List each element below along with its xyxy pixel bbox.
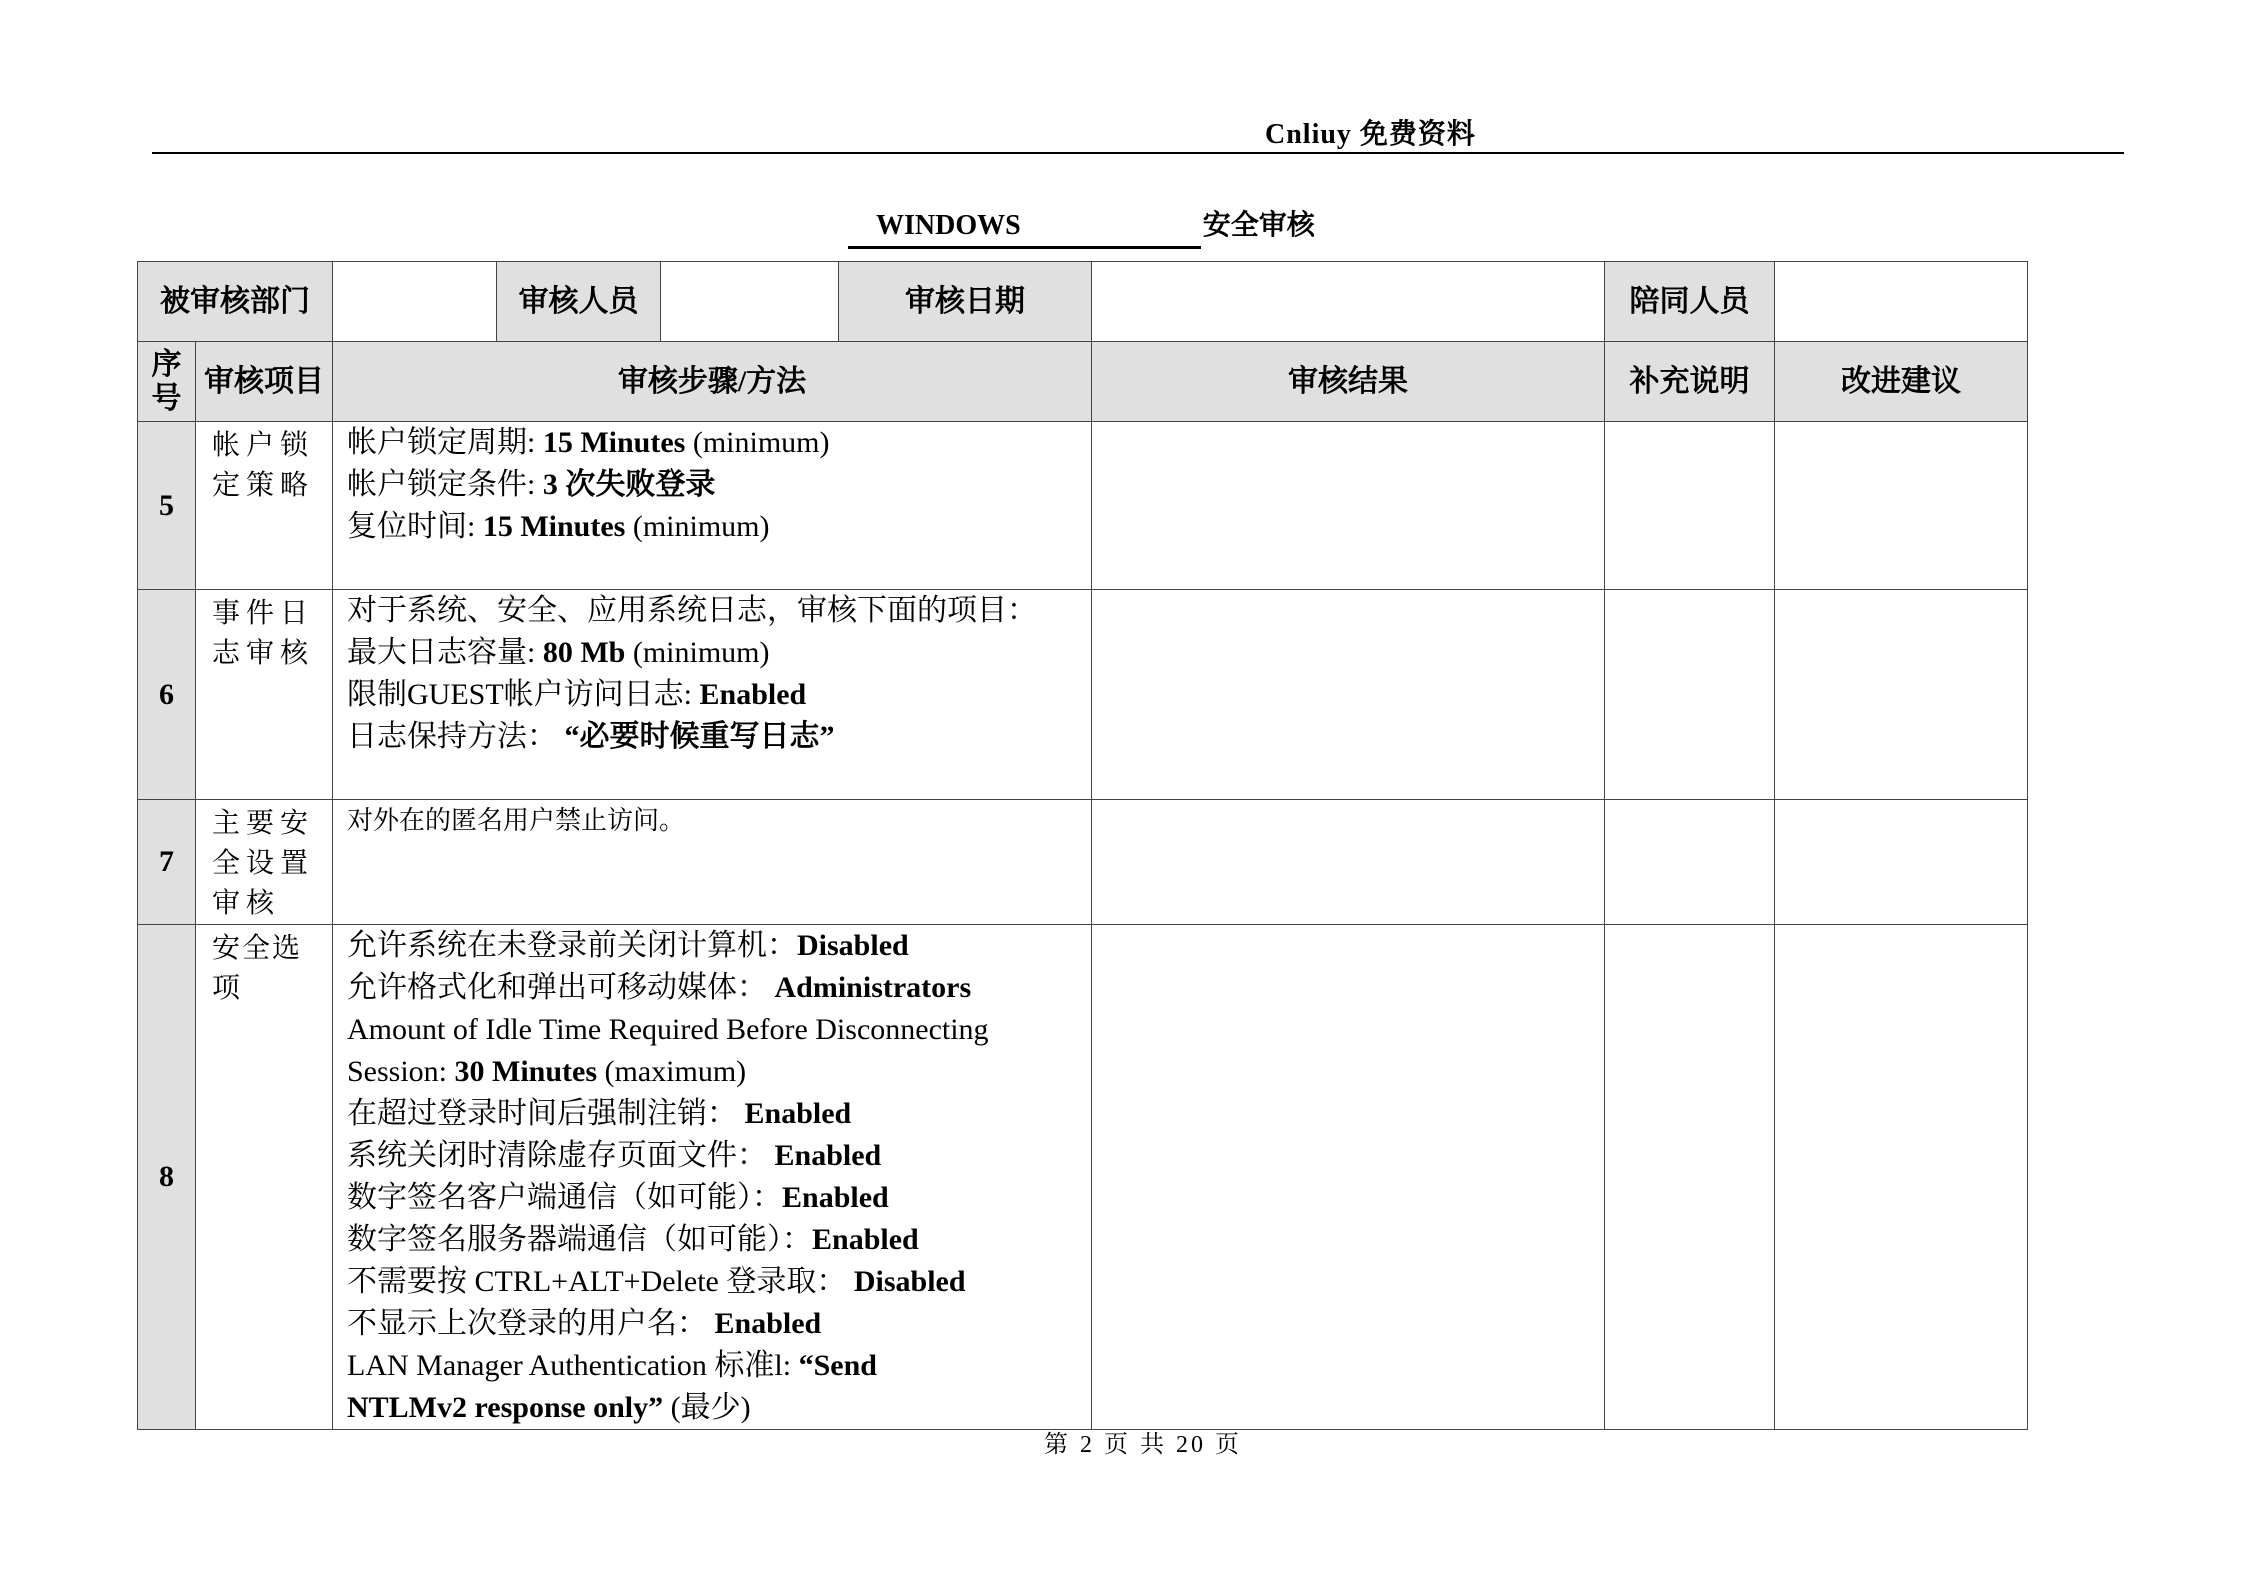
- step-line: 限制GUEST帐户访问日志: Enabled: [347, 678, 807, 711]
- col-note: 补充说明: [1605, 342, 1775, 422]
- info-row: [138, 262, 2028, 342]
- row-number: 8: [138, 925, 196, 1430]
- step-line: 对于系统、安全、应用系统日志，审核下面的项目：: [347, 594, 1037, 627]
- step-line: LAN Manager Authentication 标准l: “Send: [347, 1349, 877, 1382]
- step-line: Session: 30 Minutes (maximum): [347, 1055, 747, 1088]
- auditor-value[interactable]: [661, 262, 839, 342]
- col-item: 审核项目: [196, 342, 333, 422]
- step-line: 允许系统在未登录前关闭计算机：Disabled: [347, 929, 909, 962]
- step-line: 数字签名客户端通信（如可能）：Enabled: [347, 1181, 889, 1214]
- step-line: 复位时间: 15 Minutes (minimum): [347, 510, 770, 543]
- col-seq: 序号: [138, 342, 196, 422]
- header-brand: Cnliuy 免费资料: [1265, 119, 1476, 150]
- step-line: 允许格式化和弹出可移动媒体： Administrators: [347, 971, 972, 1004]
- result-cell[interactable]: [1092, 590, 1605, 800]
- audit-item: 帐户锁定策略: [196, 422, 333, 590]
- audit-item: 主要安全设置审核: [196, 800, 333, 925]
- col-steps: 审核步骤/方法: [333, 342, 1092, 422]
- audit-steps: [333, 925, 1092, 1430]
- advice-cell[interactable]: [1775, 925, 2028, 1430]
- table-row: [138, 422, 2028, 590]
- note-cell[interactable]: [1605, 925, 1775, 1430]
- audit-item: 安全选项: [196, 925, 333, 1430]
- title-underlined: WINDOWS: [848, 210, 1201, 249]
- col-advice: 改进建议: [1775, 342, 2028, 422]
- advice-cell[interactable]: [1775, 800, 2028, 925]
- step-line: 最大日志容量: 80 Mb (minimum): [347, 636, 770, 669]
- row-number: 6: [138, 590, 196, 800]
- table-row: [138, 800, 2028, 925]
- dept-value[interactable]: [333, 262, 497, 342]
- dept-label: 被审核部门: [138, 262, 333, 342]
- note-cell[interactable]: [1605, 590, 1775, 800]
- step-line: 不需要按 CTRL+ALT+Delete 登录取： Disabled: [347, 1265, 966, 1298]
- page-footer: 第 2 页 共 20 页: [1044, 1432, 1242, 1458]
- step-line: 帐户锁定条件: 3 次失败登录: [347, 468, 716, 501]
- audit-steps: [333, 800, 1092, 925]
- auditor-label: 审核人员: [497, 262, 661, 342]
- audit-steps: [333, 422, 1092, 590]
- table-row: [138, 590, 2028, 800]
- result-cell[interactable]: [1092, 925, 1605, 1430]
- header-rule: [152, 152, 2124, 154]
- step-line: 数字签名服务器端通信（如可能）：Enabled: [347, 1223, 919, 1256]
- advice-cell[interactable]: [1775, 422, 2028, 590]
- advice-cell[interactable]: [1775, 590, 2028, 800]
- column-header-row: [138, 342, 2028, 422]
- companion-label: 陪同人员: [1605, 262, 1775, 342]
- step-line: NTLMv2 response only” (最少): [347, 1391, 751, 1424]
- audit-steps: [333, 590, 1092, 800]
- note-cell[interactable]: [1605, 800, 1775, 925]
- document-title: [848, 203, 1315, 249]
- step-line: Amount of Idle Time Required Before Disconnecting: [347, 1013, 989, 1046]
- col-result: 审核结果: [1092, 342, 1605, 422]
- step-line: 日志保持方法： “必要时候重写日志”: [347, 720, 835, 753]
- note-cell[interactable]: [1605, 422, 1775, 590]
- date-value[interactable]: [1092, 262, 1605, 342]
- result-cell[interactable]: [1092, 422, 1605, 590]
- row-number: 7: [138, 800, 196, 925]
- step-line: 系统关闭时清除虚存页面文件： Enabled: [347, 1139, 882, 1172]
- audit-table: [137, 261, 2028, 1430]
- table-row: [138, 925, 2028, 1430]
- companion-value[interactable]: [1775, 262, 2028, 342]
- step-line: 对外在的匿名用户禁止访问。: [347, 806, 686, 835]
- date-label: 审核日期: [839, 262, 1092, 342]
- title-suffix: 安全审核: [1202, 210, 1315, 241]
- step-line: 帐户锁定周期: 15 Minutes (minimum): [347, 426, 830, 459]
- result-cell[interactable]: [1092, 800, 1605, 925]
- audit-item: 事件日志审核: [196, 590, 333, 800]
- row-number: 5: [138, 422, 196, 590]
- step-line: 不显示上次登录的用户名： Enabled: [347, 1307, 822, 1340]
- step-line: 在超过登录时间后强制注销： Enabled: [347, 1097, 852, 1130]
